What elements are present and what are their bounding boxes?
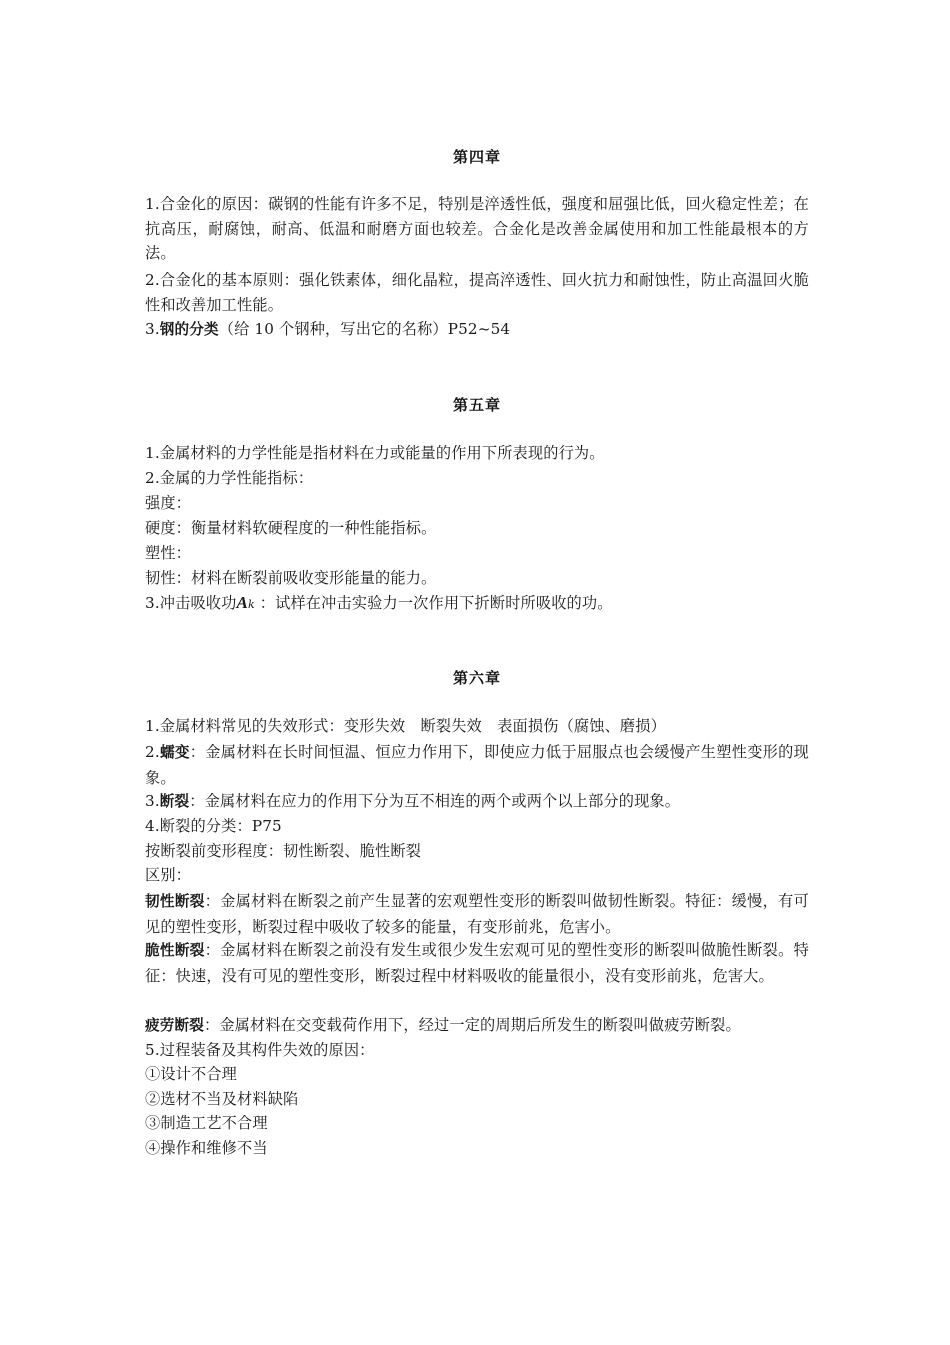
- item-number: 5.: [145, 1041, 160, 1059]
- ch6-item-2: [145, 740, 809, 790]
- ch6-fatigue-fracture: [145, 1013, 809, 1039]
- ch6-item-4: [145, 814, 809, 839]
- ch4-item-2: [145, 268, 809, 317]
- item-bold-label: 脆性断裂: [145, 942, 205, 959]
- ch4-item-1: [145, 192, 809, 266]
- chapter-4-title: 第四章: [452, 148, 501, 166]
- ch6-cause-4: ④操作和维修不当: [145, 1139, 268, 1157]
- item-text: （给 10 个钢种，写出它的名称）P52~54: [218, 320, 511, 338]
- ch6-item-3: [145, 789, 809, 815]
- item-number: 2.: [145, 469, 160, 487]
- item-bold-label: 疲劳断裂: [145, 1017, 204, 1034]
- item-text: 碳钢的性能有许多不足，特别是淬透性低，强度和屈强比低，回火稳定性差；在抗高压，耐腐蚀，耐高、低温和耐磨方面也较差。合金化是改善金属使用和加工性能最根本的方法。: [145, 195, 809, 262]
- ch6-cause-1: ①设计不合理: [145, 1065, 238, 1083]
- ch6-cause-2: ②选材不当及材料缺陷: [145, 1090, 299, 1108]
- item-bold-label: 钢的分类: [159, 321, 219, 338]
- ch5-toughness: 韧性：材料在断裂前吸收变形能量的能力。: [145, 569, 437, 587]
- item-number: 1.: [145, 195, 160, 213]
- item-number: 2.: [145, 271, 160, 289]
- item-number: 1.: [145, 717, 160, 735]
- item-text: ：金属材料在交变载荷作用下，经过一定的周期后所发生的断裂叫做疲劳断裂。: [203, 1016, 741, 1034]
- item-bold-label: 蠕变: [159, 744, 190, 761]
- impact-symbol-subscript: k: [247, 598, 255, 611]
- item-text: 强化铁素体，细化晶粒，提高淬透性、回火抗力和耐蚀性，防止高温回火脆性和改善加工性能。: [145, 271, 809, 314]
- item-text: ：金属材料在断裂之前产生显著的宏观塑性变形的断裂叫做韧性断裂。特征：缓慢，有可见的塑性变形，断裂过程中吸收了较多的能量，有变形前兆，危害小。: [145, 892, 809, 936]
- ch5-item-3: [145, 591, 809, 618]
- ch6-item-5: [145, 1038, 809, 1063]
- item-text: ：试样在冲击实验力一次作用下折断时所吸收的功。: [254, 594, 613, 612]
- item-number: 4.: [145, 817, 160, 835]
- ch6-classification: 按断裂前变形程度：韧性断裂、脆性断裂: [145, 842, 422, 860]
- item-text: 金属的力学性能指标：: [159, 469, 314, 487]
- ch6-item-1: [145, 714, 809, 739]
- ch6-ductile-fracture: [145, 889, 809, 939]
- item-text: ：金属材料在长时间恒温、恒应力作用下，即使应力低于屈服点也会缓慢产生塑性变形的现象。: [145, 743, 809, 787]
- item-number: 2.: [145, 743, 160, 761]
- ch5-item-1: [145, 441, 809, 466]
- item-text: 金属材料常见的失效形式：变形失效 断裂失效 表面损伤（腐蚀、磨损）: [159, 717, 666, 735]
- item-label: 合金化的原因：: [159, 195, 269, 213]
- item-text: 过程装备及其构件失效的原因：: [159, 1041, 375, 1059]
- item-number: 1.: [145, 444, 160, 462]
- ch6-difference: 区别：: [145, 866, 192, 884]
- item-number: 3.: [145, 594, 160, 612]
- item-text: ：金属材料在断裂之前没有发生或很少发生宏观可见的塑性变形的断裂叫做脆性断裂。特征：快速，没有可见的塑性变形，断裂过程中材料吸收的能量很小，没有变形前兆，危害大。: [145, 941, 809, 985]
- item-bold-label: 韧性断裂: [145, 893, 205, 910]
- item-text: ：金属材料在应力的作用下分为互不相连的两个或两个以上部分的现象。: [189, 792, 681, 810]
- item-number: 3.: [145, 320, 160, 338]
- item-bold-label: 断裂: [159, 793, 190, 810]
- ch5-plasticity: 塑性：: [145, 544, 192, 562]
- ch6-cause-3: ③制造工艺不合理: [145, 1114, 268, 1132]
- item-label: 合金化的基本原则：: [159, 271, 300, 289]
- chapter-5-title: 第五章: [452, 396, 501, 414]
- item-text: 金属材料的力学性能是指材料在力或能量的作用下所表现的行为。: [159, 444, 605, 462]
- chapter-6-title: 第六章: [452, 669, 501, 687]
- ch5-strength: 强度：: [145, 494, 192, 512]
- item-label: 冲击吸收功: [159, 594, 237, 612]
- item-text: 断裂的分类：P75: [159, 817, 282, 835]
- impact-symbol: A: [236, 593, 248, 612]
- ch5-hardness: 硬度：衡量材料软硬程度的一种性能指标。: [145, 519, 437, 537]
- item-number: 3.: [145, 792, 160, 810]
- ch4-item-3: [145, 317, 809, 343]
- ch6-brittle-fracture: [145, 938, 809, 988]
- ch5-item-2: [145, 466, 809, 491]
